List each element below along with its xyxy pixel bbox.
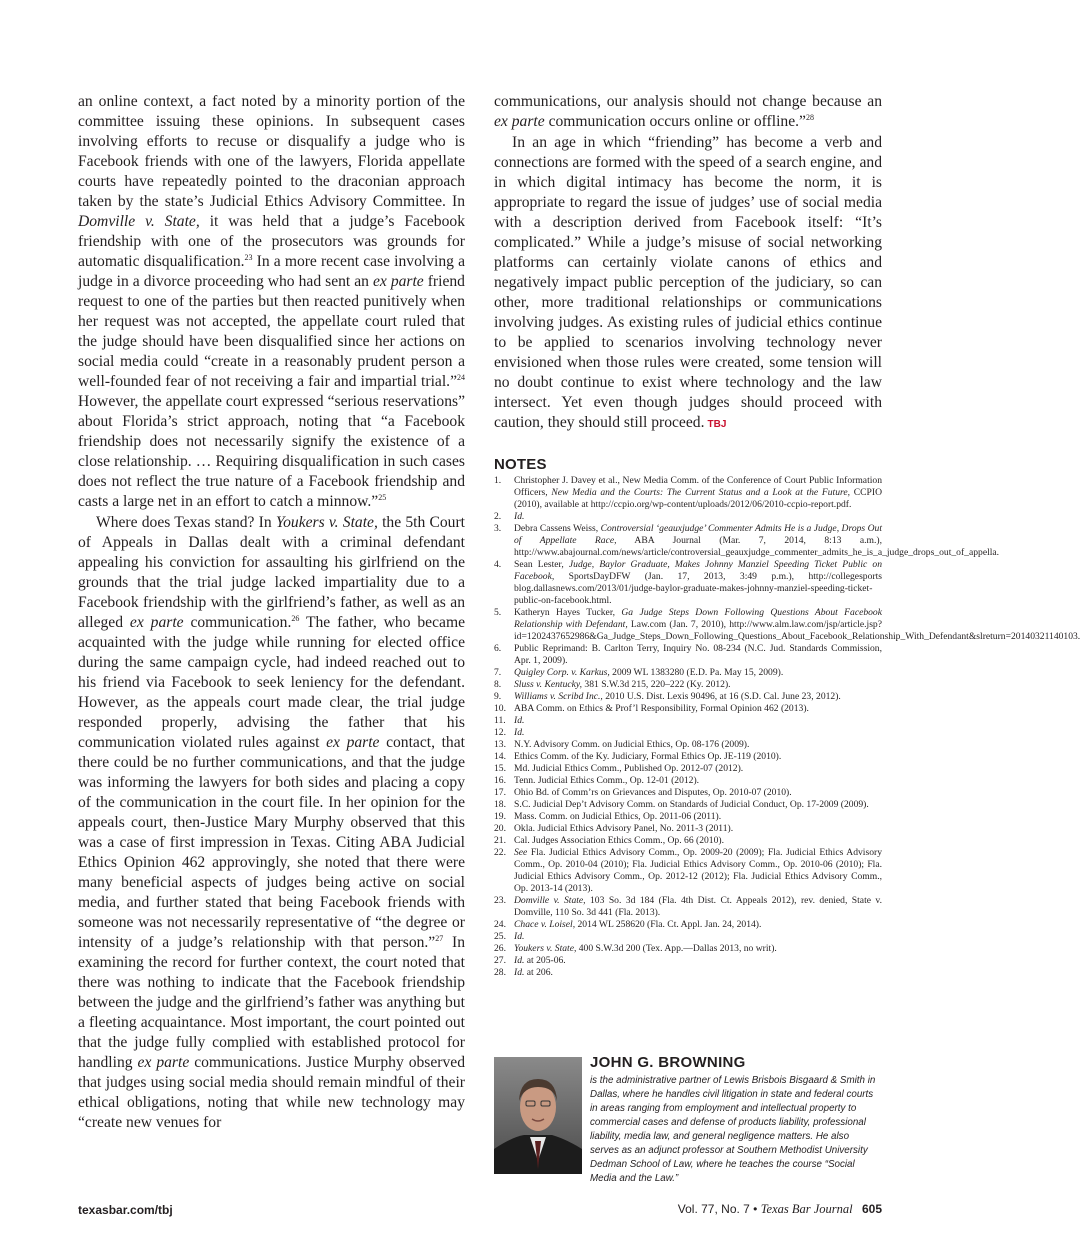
note-item	[494, 775, 882, 787]
note-text-continued: 400 S.W.3d 200 (Tex. App.—Dallas 2013, no writ).	[576, 943, 777, 954]
author-bio-text	[590, 1053, 880, 1186]
note-text-continued: SportsDayDFW (Jan. 17, 2013, 3:49 p.m.), http://collegesports blog.dallasnews.com/2013/01/judge-baylor-graduate-makes-johnny-manziel-speeding-ticket-public-on-facebook.html.	[514, 571, 882, 606]
author-portrait-icon	[494, 1057, 582, 1174]
note-italic-text: Chace v. Loisel,	[514, 919, 576, 930]
note-item	[494, 919, 882, 931]
note-number: 7.	[494, 667, 502, 678]
note-item	[494, 643, 882, 667]
note-number: 14.	[494, 751, 506, 762]
note-item	[494, 763, 882, 775]
note-number: 5.	[494, 607, 502, 618]
note-text-continued: Law.com (Jan. 7, 2010), http://www.alm.law.com/jsp/article.jsp?id=1202437652986&Ga_Judge_Steps_Down_Following_Questions_About_Facebook_Relationship_With_Defendant&slreturn=20140321140103.	[514, 619, 1080, 642]
note-item	[494, 691, 882, 703]
note-text: Sean Lester,	[514, 559, 569, 570]
note-text: Tenn. Judicial Ethics Comm., Op. 12-01 (2012).	[514, 775, 700, 786]
note-item	[494, 799, 882, 811]
note-italic-text: Id.	[514, 931, 525, 942]
note-number: 24.	[494, 919, 506, 930]
left-paragraph-2: Where does Texas stand? In Youkers v. State, the 5th Court of Appeals in Dallas dealt with a criminal defendant appealing his conviction for assaulting his girlfriend on the grounds that the trial judge lacked impartiality due to a Facebook friendship with the girlfriend’s father, as well as an alleged ex parte communication.$^{26}$ The father, who became acquainted with the judge while running for elected office during the same campaign cycle, had indeed reached out to his friend via Facebook to seek leniency for the defendant. However, as the appeals court made clear, the trial judge responded properly, advising the father that his communication violated rules against ex parte contact, that there could be no further communications, and that the judge was informing the lawyers for both sides and placing a copy of the communication in the court file. In her opinion for the appeals court, then-Justice Mary Murphy observed that this was a case of first impression in Texas. Citing ABA Judicial Ethics Opinion 462 approvingly, she noted that there were many beneficial aspects of judges being active on social media, and further stated that being Facebook friends with someone was not necessarily representative of “the degree or intensity of a judge’s relationship with that person.”$^{27}$ In examining the record for further context, the court noted that there was nothing to indicate that the Facebook friendship between the judge and the girlfriend’s father was anything but a fleeting acquaintance. Most important, the court pointed out that the judge fully complied with established protocol for handling ex parte communications. Justice Murphy observed that judges using social media should remain mindful of their ethical obligations, noting that while new technology may “create new venues for	[78, 514, 466, 1131]
footnote-ref: 25	[378, 493, 387, 502]
footer-publication-info	[678, 1202, 882, 1217]
footer-bullet: •	[753, 1202, 758, 1216]
note-item	[494, 787, 882, 799]
right-paragraph-2: In an age in which “friending” has become a verb and connections are formed with the speed of a search engine, and in which digital intimacy has become the norm, it is appropriate to regard the issue of judges’ use of social media with a description derived from Facebook itself: “It’s complicated.” While a judge’s misuse of social networking platforms can certainly violate canons of ethics and negatively impact public perception of the judiciary, so can other, more traditional relationships or communications involving judges. As existing rules of judicial ethics continue to be applied to scenarios involving technology never envisioned when those rules were created, some tension will no doubt continue to exist where technology and the law intersect. Yet even though judges should proceed with caution, they should still proceed. TBJ	[494, 134, 882, 431]
note-text-continued: Fla. Judicial Ethics Advisory Comm., Op. 2009-20 (2009); Fla. Judicial Ethics Advisory Comm., Op. 2010-04 (2010); Fla. Judicial Ethics Advisory Comm., Op. 2010-06 (2010); Fla. Judicial Ethics Advisory Comm., Op. 2012-12 (2012); Fla. Judicial Ethics Advisory Comm., Op. 2013-14 (2013).	[514, 847, 882, 894]
note-item	[494, 931, 882, 943]
author-description: is the administrative partner of Lewis Brisbois Bisgaard & Smith in Dallas, where he handles civil litigation in state and federal courts in areas ranging from employment and intellectual property to commercial cases and defense of products liability, professional liability, media law, and general negligence matters. He also serves as an adjunct professor at Southern Methodist University Dedman School of Law, where he teaches the course “Social Media and the Law.”	[590, 1075, 876, 1184]
author-photo	[494, 1057, 582, 1174]
note-item	[494, 835, 882, 847]
note-item	[494, 607, 1080, 643]
note-text-continued: ABA Journal (Mar. 7, 2014, 8:13 a.m.), http://www.abajournal.com/news/article/controversial_geauxjudge_commenter_admits_he_is_a_judge_drops_out_of_appella.	[514, 535, 1000, 558]
note-item	[494, 703, 882, 715]
note-number: 19.	[494, 811, 506, 822]
note-italic-text: Williams v. Scribd Inc.,	[514, 691, 603, 702]
end-mark-tbj: TBJ	[707, 419, 727, 430]
note-text: ABA Comm. on Ethics & Prof’l Responsibility, Formal Opinion 462 (2013).	[514, 703, 809, 714]
note-item	[494, 823, 882, 835]
note-text-continued: at 205-06.	[524, 955, 566, 966]
note-italic-text: Ga Judge Steps Down Following Questions About Facebook Relationship with Defendant,	[514, 607, 882, 630]
right-column	[494, 92, 1080, 979]
note-item	[494, 475, 882, 511]
note-item	[494, 523, 1000, 559]
note-item	[494, 967, 882, 979]
page-number: 605	[861, 1202, 882, 1216]
note-text: Ohio Bd. of Comm’rs on Grievances and Disputes, Op. 2010-07 (2010).	[514, 787, 792, 798]
note-text-continued: 2010 U.S. Dist. Lexis 90496, at 16 (S.D. Cal. June 23, 2012).	[602, 691, 841, 702]
note-number: 26.	[494, 943, 506, 954]
note-italic-text: See	[514, 847, 528, 858]
note-item	[494, 943, 882, 955]
note-text-continued: at 206.	[524, 967, 553, 978]
note-italic-text: Youkers v. State,	[514, 943, 577, 954]
note-number: 3.	[494, 523, 502, 534]
note-text: N.Y. Advisory Comm. on Judicial Ethics, Op. 08-176 (2009).	[514, 739, 750, 750]
note-text-continued: 2014 WL 258620 (Fla. Ct. Appl. Jan. 24, 2014).	[575, 919, 762, 930]
note-number: 2.	[494, 511, 502, 522]
note-italic-text: Quigley Corp. v. Karkus,	[514, 667, 610, 678]
note-italic-text: Id.	[514, 727, 525, 738]
note-text: S.C. Judicial Dep’t Advisory Comm. on Standards of Judicial Conduct, Op. 17-2009 (2009).	[514, 799, 869, 810]
note-italic-text: Id.	[514, 715, 525, 726]
note-item	[494, 847, 882, 895]
note-item	[494, 739, 882, 751]
footnote-ref: 26	[291, 614, 300, 623]
note-text: Katheryn Hayes Tucker,	[514, 607, 622, 618]
footer-site-link[interactable]: texasbar.com/tbj	[78, 1203, 173, 1217]
note-italic-text: Id.	[514, 955, 525, 966]
note-number: 4.	[494, 559, 502, 570]
left-column	[78, 92, 465, 1133]
note-text: Cal. Judges Association Ethics Comm., Op. 66 (2010).	[514, 835, 724, 846]
note-number: 10.	[494, 703, 506, 714]
note-number: 13.	[494, 739, 506, 750]
note-text: Public Reprimand: B. Carlton Terry, Inquiry No. 08-234 (N.C. Jud. Standards Commission, Apr. 1, 2009).	[514, 643, 882, 666]
note-number: 1.	[494, 475, 502, 486]
note-number: 12.	[494, 727, 506, 738]
note-text: Okla. Judicial Ethics Advisory Panel, No. 2011-3 (2011).	[514, 823, 734, 834]
note-italic-text: Id.	[514, 511, 525, 522]
note-text-continued: 381 S.W.3d 215, 220–222 (Ky. 2012).	[582, 679, 731, 690]
notes-heading: NOTES	[494, 456, 547, 473]
footnote-ref: 28	[805, 113, 814, 122]
footer-volume: Vol. 77, No. 7	[677, 1202, 750, 1216]
note-italic-text: Id.	[514, 967, 525, 978]
note-number: 25.	[494, 931, 506, 942]
note-number: 20.	[494, 823, 506, 834]
note-number: 9.	[494, 691, 502, 702]
note-item	[494, 895, 882, 919]
note-item	[494, 727, 882, 739]
note-number: 8.	[494, 679, 502, 690]
note-text: Christopher J. Davey et al., New Media Comm. of the Conference of Court Public Information Officers,	[514, 475, 882, 498]
note-number: 16.	[494, 775, 506, 786]
note-italic-text: New Media and the Courts: The Current Status and a Look at the Future,	[551, 487, 851, 498]
author-name: JOHN G. BROWNING	[590, 1054, 746, 1071]
note-text-continued: 103 So. 3d 184 (Fla. 4th Dist. Ct. Appeals 2012), rev. denied, State v. Domville, 110 So. 3d 441 (Fla. 2013).	[514, 895, 882, 918]
footnote-ref: 24	[457, 373, 465, 382]
note-number: 27.	[494, 955, 506, 966]
note-text: Ethics Comm. of the Ky. Judiciary, Formal Ethics Op. JE-119 (2010).	[514, 751, 782, 762]
note-italic-text: Judge, Baylor Graduate, Makes Johnny Manziel Speeding Ticket Public on Facebook,	[514, 559, 882, 582]
note-text: Md. Judicial Ethics Comm., Published Op. 2012-07 (2012).	[514, 763, 744, 774]
note-number: 11.	[494, 715, 506, 726]
note-item	[494, 751, 882, 763]
footnote-ref: 27	[435, 934, 444, 943]
note-text-continued: 2009 WL 1383280 (E.D. Pa. May 15, 2009).	[609, 667, 784, 678]
note-number: 21.	[494, 835, 506, 846]
note-item	[494, 667, 882, 679]
notes-list	[494, 475, 1080, 979]
note-italic-text: Domville v. State,	[514, 895, 586, 906]
note-number: 23.	[494, 895, 506, 906]
note-item	[494, 955, 882, 967]
note-item	[494, 679, 882, 691]
note-item	[494, 559, 882, 607]
footnote-ref: 23	[244, 253, 253, 262]
note-item	[494, 511, 882, 523]
note-number: 22.	[494, 847, 506, 858]
note-number: 15.	[494, 763, 506, 774]
note-number: 28.	[494, 967, 506, 978]
note-item	[494, 715, 882, 727]
left-paragraph-1: an online context, a fact noted by a minority portion of the committee issuing these opinions. In subsequent cases involving efforts to recuse or disqualify a judge who is Facebook friends with one of the lawyers, Florida appellate courts have repeatedly pointed to the draconian approach taken by the state’s Judicial Ethics Advisory Committee. In Domville v. State, it was held that a judge’s Facebook friendship with one of the prosecutors was grounds for automatic disqualification.$^{23}$ In a more recent case involving a judge in a divorce proceeding who had sent an ex parte friend request to one of the parties but then reacted punitively when her request was not accepted, the appellate court ruled that the judge should have been disqualified since her actions on social media could “create in a reasonably prudent person a well-founded fear of not receiving a fair and impartial trial.”$^{24}$ However, the appellate court expressed “serious reservations” about Florida’s strict approach, noting that “a Facebook friendship does not necessarily signify the existence of a close relationship. … Requiring disqualification in such cases does not reflect the true nature of a Facebook friendship and casts a large net in an effort to catch a minnow.”$^{25}$	[78, 93, 465, 510]
note-item	[494, 811, 882, 823]
note-number: 18.	[494, 799, 506, 810]
note-text-continued: CCPIO (2010), available at http://ccpio.org/wp-content/uploads/2012/06/2010-ccpio-report.pdf.	[514, 487, 883, 510]
note-text: Debra Cassens Weiss,	[514, 523, 601, 534]
note-italic-text: Sluss v. Kentucky,	[514, 679, 583, 690]
note-text: Mass. Comm. on Judicial Ethics, Op. 2011-06 (2011).	[514, 811, 722, 822]
note-number: 6.	[494, 643, 502, 654]
footer-publication: Texas Bar Journal	[760, 1202, 853, 1216]
note-number: 17.	[494, 787, 506, 798]
author-bio	[494, 1053, 882, 1184]
right-paragraph-1: communications, our analysis should not change because an ex parte communication occurs online or offline.”$^{28}$	[494, 93, 882, 130]
note-italic-text: Controversial ‘geauxjudge’ Commenter Admits He is a Judge, Drops Out of Appellate Race,	[514, 523, 882, 546]
